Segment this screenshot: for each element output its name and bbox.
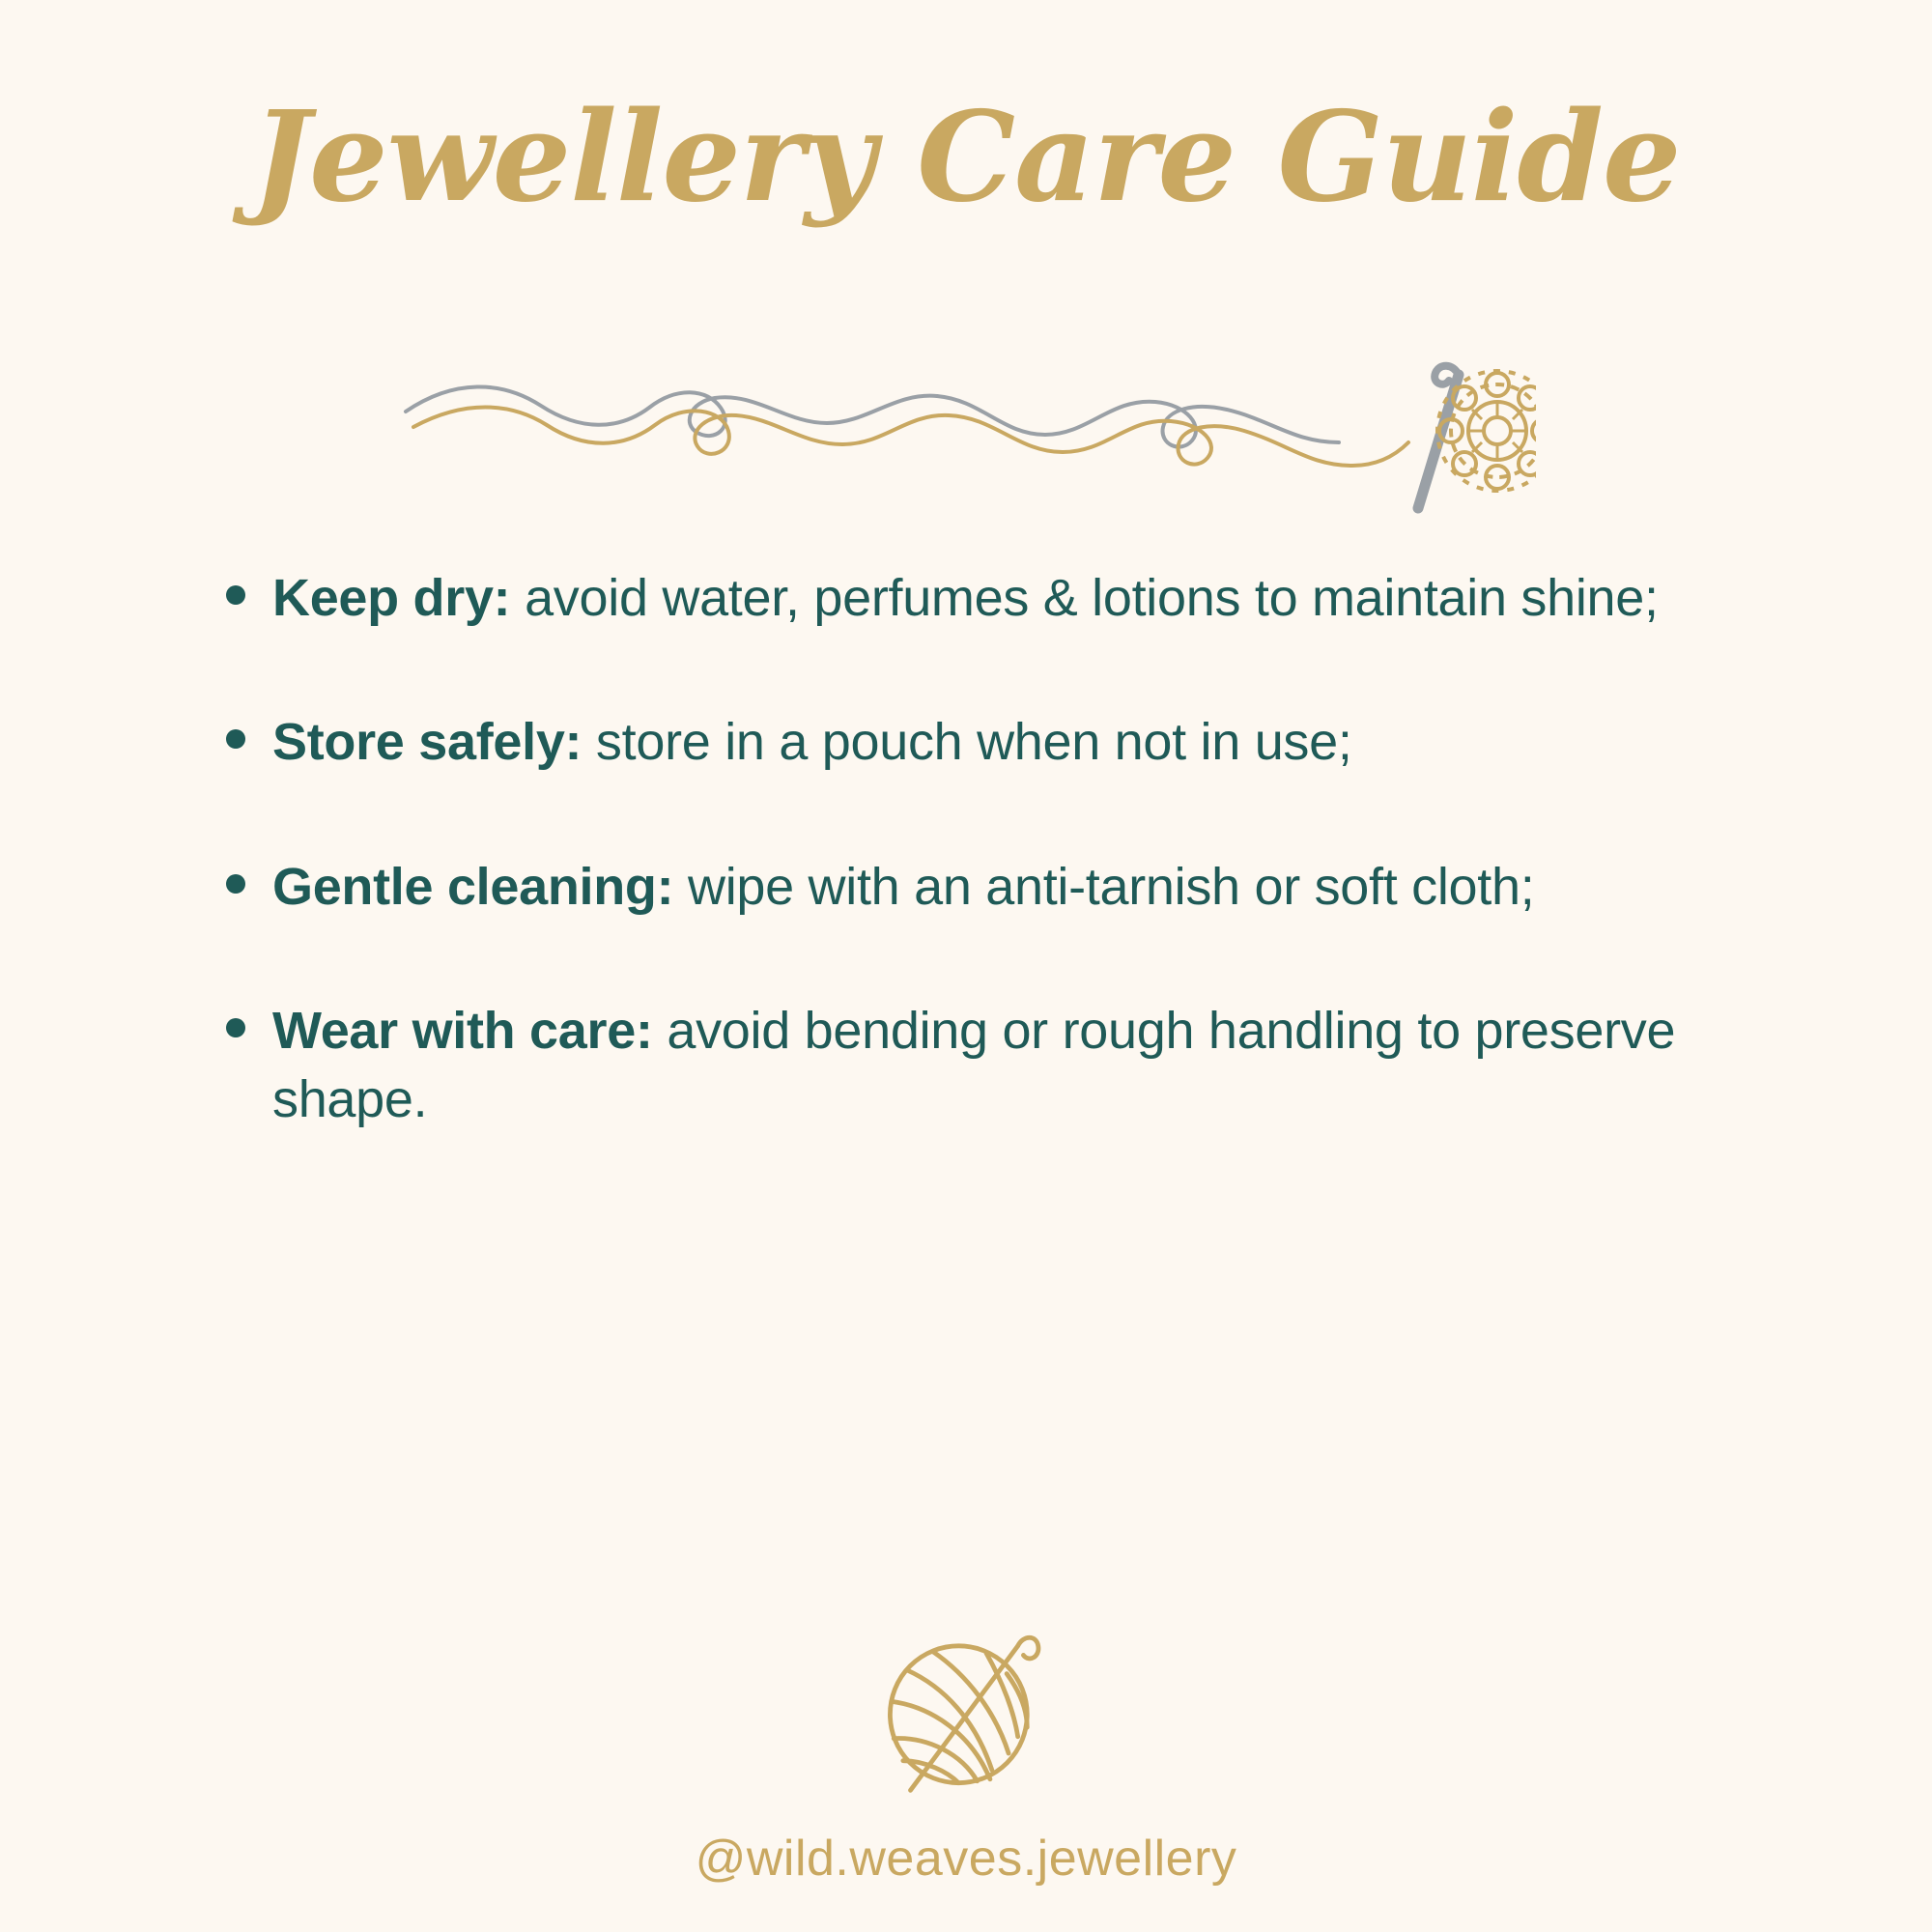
page-title: Jewellery Care Guide <box>251 85 1681 230</box>
footer <box>0 1598 1932 1888</box>
list-item <box>213 564 1719 633</box>
bullet-icon <box>226 585 245 605</box>
tip-label: Keep dry: <box>272 569 511 628</box>
tip-body: wipe with an anti-tarnish or soft cloth; <box>673 857 1535 916</box>
bullet-icon <box>226 729 245 749</box>
bullet-icon <box>226 1018 245 1037</box>
list-item <box>213 853 1719 922</box>
yarn-ball-with-crochet-hook-icon <box>855 1598 1077 1820</box>
crochet-flower-icon <box>1437 371 1536 491</box>
tip-label: Gentle cleaning: <box>272 857 674 916</box>
crochet-hook-icon <box>1418 366 1459 508</box>
tip-body: store in a pouch when not in use; <box>582 713 1352 772</box>
tip-label: Store safely: <box>272 713 582 772</box>
tip-label: Wear with care: <box>272 1001 653 1060</box>
social-handle: @wild.weaves.jewellery <box>695 1831 1237 1887</box>
tip-body: avoid water, perfumes & lotions to maintain shine; <box>510 569 1659 628</box>
bullet-icon <box>226 874 245 894</box>
list-item <box>213 708 1719 777</box>
list-item <box>213 997 1719 1135</box>
care-tips-list <box>213 564 1719 1134</box>
divider-ornament <box>396 342 1536 526</box>
tip-body: avoid bending or rough handling to preserve shape. <box>272 1001 1676 1129</box>
